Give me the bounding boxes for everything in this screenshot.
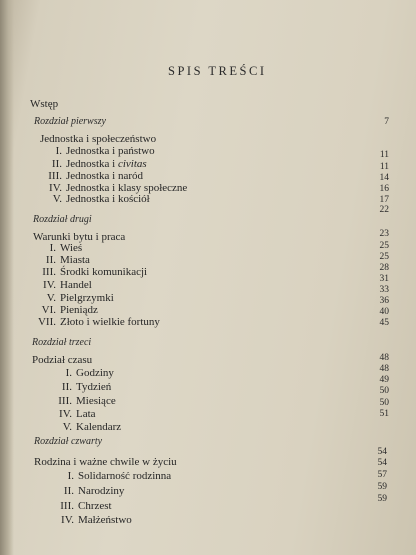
- toc-entry: V. Kalendarz: [62, 421, 122, 433]
- toc-intro: [30, 98, 58, 110]
- toc-page: 45: [379, 318, 389, 328]
- toc-page: 48: [379, 364, 389, 374]
- toc-entry: V. Jednostka i kościół: [52, 193, 150, 205]
- toc-entry: VI. Pieniądz: [41, 304, 98, 316]
- chapter-heading: Rozdział drugi: [33, 214, 92, 225]
- toc-page: 25: [379, 252, 389, 262]
- toc-group: Warunki bytu i praca: [33, 231, 126, 243]
- toc-entry: II. Tydzień: [61, 381, 112, 393]
- toc-entry: I. Godziny: [65, 367, 114, 379]
- page-gutter: [0, 0, 14, 555]
- toc-entry: II. Jednostka i civitas: [51, 158, 147, 170]
- toc-page: 54: [377, 447, 387, 457]
- toc-page: 17: [379, 195, 389, 205]
- toc-group: Jednostka i społeczeństwo: [40, 133, 157, 145]
- toc-entry: IV. Jednostka i klasy społeczne: [49, 182, 188, 194]
- toc-entry: III. Miesiące: [58, 395, 116, 407]
- toc-entry: VII. Złoto i wielkie fortuny: [37, 316, 160, 328]
- toc-entry: I. Solidarność rodzinna: [67, 470, 172, 482]
- toc-page: 49: [379, 375, 389, 385]
- toc-page: 28: [379, 263, 389, 273]
- toc-page: 50: [379, 386, 389, 396]
- toc-page: 51: [379, 409, 389, 419]
- toc-page: 16: [379, 184, 389, 194]
- toc-page: 25: [379, 241, 389, 251]
- toc-entry: IV. Handel: [43, 279, 92, 291]
- toc-page: 50: [379, 398, 389, 408]
- toc-group: Rodzina i ważne chwile w życiu: [34, 456, 177, 468]
- toc-entry: I. Wieś: [49, 242, 83, 254]
- toc-page: 31: [379, 274, 389, 284]
- toc-entry: II. Narodziny: [63, 485, 125, 497]
- toc-group: Podział czasu: [32, 354, 93, 366]
- toc-entry: IV. Małżeństwo: [61, 514, 132, 526]
- toc-page: 11: [379, 162, 389, 172]
- toc-page: 59: [377, 482, 387, 492]
- toc-page: 40: [379, 307, 389, 317]
- chapter-heading: Rozdział trzeci: [32, 337, 92, 348]
- toc-page: 36: [379, 296, 389, 306]
- toc-page: 59: [377, 494, 387, 504]
- toc-intro-page: 7: [384, 117, 389, 127]
- toc-entry: III. Jednostka i naród: [48, 170, 143, 182]
- chapter-heading: Rozdział pierwszy: [34, 116, 106, 127]
- toc-page: 54: [377, 458, 387, 468]
- toc-page: 23: [379, 229, 389, 239]
- chapter-heading: Rozdział czwarty: [34, 436, 103, 447]
- toc-page: 22: [379, 205, 389, 215]
- toc-entry: III. Chrzest: [60, 500, 112, 512]
- toc-entry: V. Pielgrzymki: [46, 292, 114, 304]
- toc-page: 14: [379, 173, 389, 183]
- toc-entry: IV. Lata: [59, 408, 96, 420]
- toc-intro-label: Wstęp: [30, 98, 59, 110]
- toc-title: SPIS TREŚCI: [168, 64, 267, 78]
- toc-entry: II. Miasta: [45, 254, 90, 266]
- toc-entry: I. Jednostka i państwo: [55, 145, 155, 157]
- toc-page: 57: [377, 470, 387, 480]
- toc-page: 48: [379, 353, 389, 363]
- toc-page: 11: [379, 150, 389, 160]
- toc-page: 33: [379, 285, 389, 295]
- toc-entry: III. Środki komunikacji: [42, 266, 148, 278]
